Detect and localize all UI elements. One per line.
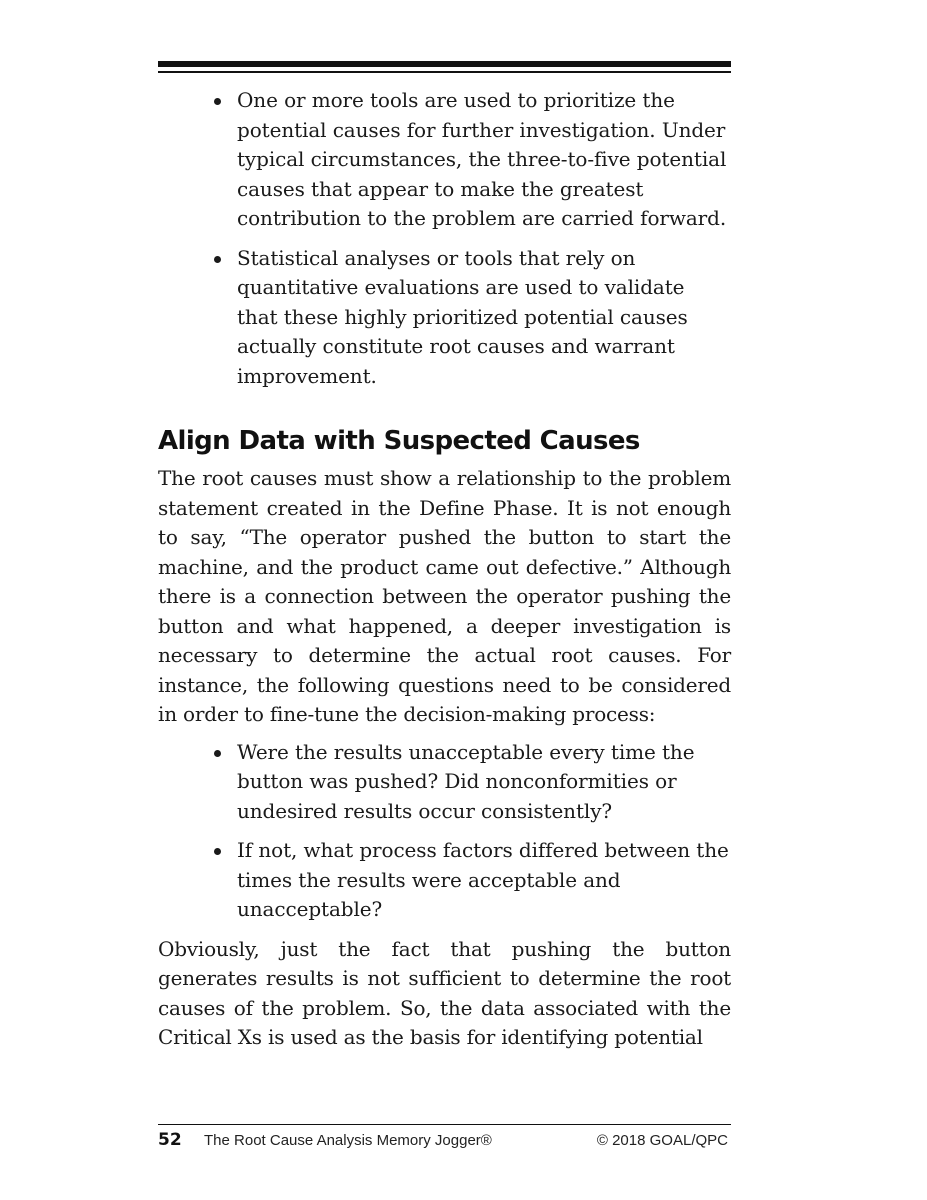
bullet-list-prioritize: [158, 86, 731, 391]
header-rule-thick: [158, 61, 731, 67]
body-paragraph-2: Obviously, just the fact that pushing the button generates results is not sufficient to determine the root causes of the problem. So, the data associated with the Critical Xs is used as the basis for identifying potential: [158, 936, 731, 1049]
page-footer: [158, 1129, 731, 1153]
book-page: [158, 58, 731, 1158]
copyright-notice: © 2018 GOAL/QPC: [596, 1132, 728, 1149]
header-rule-thin: [158, 71, 731, 73]
footer-rule: [158, 1124, 731, 1125]
list-item: One or more tools are used to prioritize the potential causes for further investigation. Under typical circumstances, the three-to-five potential causes that appear to make the greatest contribution to the problem are carried forward.: [237, 86, 731, 234]
list-item: If not, what process factors differed between the times the results were acceptable and unacceptable?: [237, 836, 731, 925]
page-content: [158, 86, 731, 1061]
list-item: Statistical analyses or tools that rely on quantitative evaluations are used to validate that these highly prioritized potential causes actually constitute root causes and warrant improvement.: [237, 244, 731, 392]
page-number: 52: [158, 1130, 182, 1150]
list-item: Were the results unacceptable every time the button was pushed? Did nonconformities or undesired results occur consistently?: [237, 738, 731, 827]
section-heading: Align Data with Suspected Causes: [158, 426, 640, 456]
bullet-list-questions: [158, 738, 731, 925]
book-title: The Root Cause Analysis Memory Jogger®: [204, 1132, 492, 1149]
body-paragraph-1: The root causes must show a relationship to the problem statement created in the Define Phase. It is not enough to say, “The operator pushed the button to start the machine, and the product came out defective.” Although there is a connection between the operator pushing the button and what happened, a deeper investigation is necessary to determine the actual root causes. For instance, the following questions need to be considered in order to fine-tune the decision-making process:: [158, 466, 731, 726]
